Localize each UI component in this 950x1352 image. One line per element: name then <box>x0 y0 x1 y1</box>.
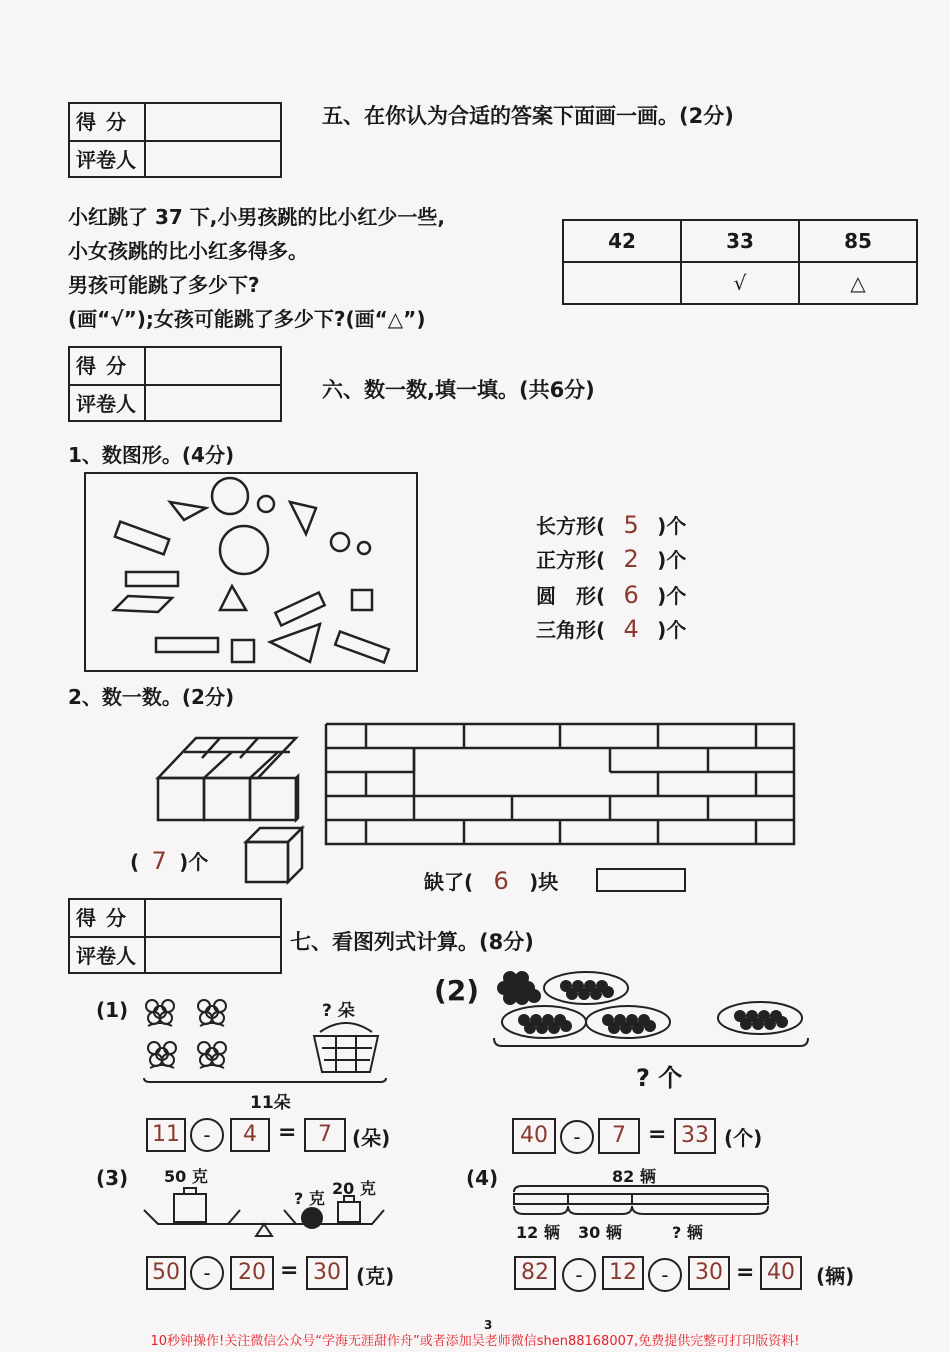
q1-title: 1、数图形。(4分) <box>68 443 235 467</box>
score-box-section7 <box>68 898 282 974</box>
p2-answer-c: 33 <box>674 1118 716 1154</box>
p3-weight-3: 20 克 <box>332 1179 376 1198</box>
p2-equals: = <box>648 1122 667 1147</box>
p4-equals: = <box>736 1260 755 1285</box>
p3-answer-b: 20 <box>230 1256 274 1290</box>
flower-icon <box>146 1000 174 1026</box>
plate-icon <box>502 1006 586 1038</box>
table-mark-1 <box>563 262 681 304</box>
p1-number: (1) <box>96 998 129 1022</box>
segment-figure <box>510 1182 772 1222</box>
p3-weight-1: 50 克 <box>164 1167 208 1186</box>
plate-icon <box>718 1002 802 1034</box>
cubes-answer: ( 7 )个 <box>130 847 209 875</box>
circle-shape <box>220 526 268 574</box>
p4-number: (4) <box>466 1166 499 1190</box>
page-number: 3 <box>484 1318 493 1332</box>
p3-weight-2: ? 克 <box>294 1189 325 1208</box>
flower-icon <box>198 1042 226 1068</box>
circle-shape <box>212 478 248 514</box>
parallelogram-shape <box>114 596 172 612</box>
section7-heading: 七、看图列式计算。(8分) <box>290 930 534 954</box>
square-shape <box>352 590 372 610</box>
answer-table <box>562 219 918 305</box>
weight-20g-icon <box>338 1202 360 1222</box>
score-label: 得分 <box>70 900 146 936</box>
count-square: 正方形( 2 )个 <box>536 545 687 573</box>
score-label: 得分 <box>70 348 146 384</box>
p2-question: ? 个 <box>636 1064 683 1092</box>
circle-shape <box>331 533 349 551</box>
section5-line-2: 小女孩跳的比小红多得多。 <box>68 239 308 263</box>
p2-figure <box>490 966 812 1050</box>
grader-label: 评卷人 <box>70 386 146 422</box>
p4-answer-a: 82 <box>514 1256 556 1290</box>
rectangle-shape <box>275 593 324 626</box>
table-mark-3: △ <box>799 262 917 304</box>
single-brick <box>596 868 686 892</box>
section5-line-3: 男孩可能跳了多少下? <box>68 273 260 297</box>
count-rectangle: 长方形( 5 )个 <box>536 511 687 539</box>
p1-unit: (朵) <box>352 1126 391 1150</box>
rectangle-shape <box>115 522 169 555</box>
p2-answer-b: 7 <box>598 1118 640 1154</box>
bricks-answer: 缺了( 6 )块 <box>424 867 559 895</box>
p2-operator: - <box>560 1120 594 1154</box>
weight-50g-icon <box>174 1194 206 1222</box>
plate-icon <box>586 1006 670 1038</box>
p1-answer-a: 11 <box>146 1118 186 1152</box>
section5-heading: 五、在你认为合适的答案下面画一画。(2分) <box>322 104 734 128</box>
p1-question: ? 朵 <box>322 1001 355 1021</box>
table-header-3: 85 <box>799 220 917 262</box>
p4-segment-2: 30 辆 <box>578 1223 622 1242</box>
p4-segment-3: ? 辆 <box>672 1223 703 1242</box>
p1-equals: = <box>278 1120 297 1145</box>
basket-icon <box>314 1023 378 1072</box>
p1-operator: - <box>190 1118 224 1152</box>
flower-icon <box>198 1000 226 1026</box>
p1-answer-c: 7 <box>304 1118 346 1152</box>
table-header-2: 33 <box>681 220 799 262</box>
p3-equals: = <box>280 1258 299 1283</box>
score-box-section5 <box>68 102 282 178</box>
score-box-section6 <box>68 346 282 422</box>
q2-title: 2、数一数。(2分) <box>68 685 235 709</box>
p2-answer-a: 40 <box>512 1118 556 1154</box>
p3-answer-a: 50 <box>146 1256 186 1290</box>
brick-wall-figure <box>324 722 798 846</box>
p4-segment-1: 12 辆 <box>516 1223 560 1242</box>
grader-label: 评卷人 <box>70 142 146 178</box>
rectangle-shape <box>126 572 178 586</box>
p2-unit: (个) <box>724 1126 763 1150</box>
count-triangle: 三角形( 4 )个 <box>536 615 687 643</box>
p4-operator-2: - <box>648 1258 682 1292</box>
p3-number: (3) <box>96 1166 129 1190</box>
rectangle-shape <box>156 638 218 652</box>
count-circle: 圆 形( 6 )个 <box>536 581 687 609</box>
section5-line-1: 小红跳了 37 下,小男孩跳的比小红少一些, <box>68 205 445 229</box>
p4-unit: (辆) <box>816 1264 855 1288</box>
table-header-1: 42 <box>563 220 681 262</box>
p1-answer-b: 4 <box>230 1118 270 1152</box>
p4-answer-d: 40 <box>760 1256 802 1290</box>
p4-total: 82 辆 <box>612 1167 656 1186</box>
p4-answer-b: 12 <box>602 1256 644 1290</box>
p3-unit: (克) <box>356 1264 395 1288</box>
footer-banner: 10秒钟操作!关注微信公众号“学海无涯甜作舟”或者添加吴老师微信shen88168007,免费提供完整可打印版资料! <box>150 1334 800 1349</box>
p3-answer-c: 30 <box>306 1256 348 1290</box>
triangle-shape <box>170 502 206 520</box>
section5-line-4: (画“√”);女孩可能跳了多少下?(画“△”) <box>68 307 426 331</box>
triangle-shape <box>220 586 246 610</box>
shapes-figure <box>84 472 418 672</box>
p2-number: (2) <box>434 974 480 1007</box>
p4-operator-1: - <box>562 1258 596 1292</box>
score-label: 得分 <box>70 104 146 140</box>
ball-pile-icon <box>498 972 540 1004</box>
grader-label: 评卷人 <box>70 938 146 974</box>
p1-total: 11朵 <box>250 1093 291 1113</box>
triangle-shape <box>290 502 316 534</box>
circle-shape <box>258 496 274 512</box>
flower-icon <box>148 1042 176 1068</box>
balance-scale-figure <box>140 1184 386 1246</box>
p4-answer-c: 30 <box>688 1256 730 1290</box>
rectangle-shape <box>335 632 389 663</box>
p3-operator: - <box>190 1256 224 1290</box>
plate-icon <box>544 972 628 1004</box>
triangle-shape <box>270 624 320 662</box>
section6-heading: 六、数一数,填一填。(共6分) <box>322 378 595 402</box>
square-shape <box>232 640 254 662</box>
p1-figure <box>140 992 400 1086</box>
table-mark-2: √ <box>681 262 799 304</box>
circle-shape <box>358 542 370 554</box>
